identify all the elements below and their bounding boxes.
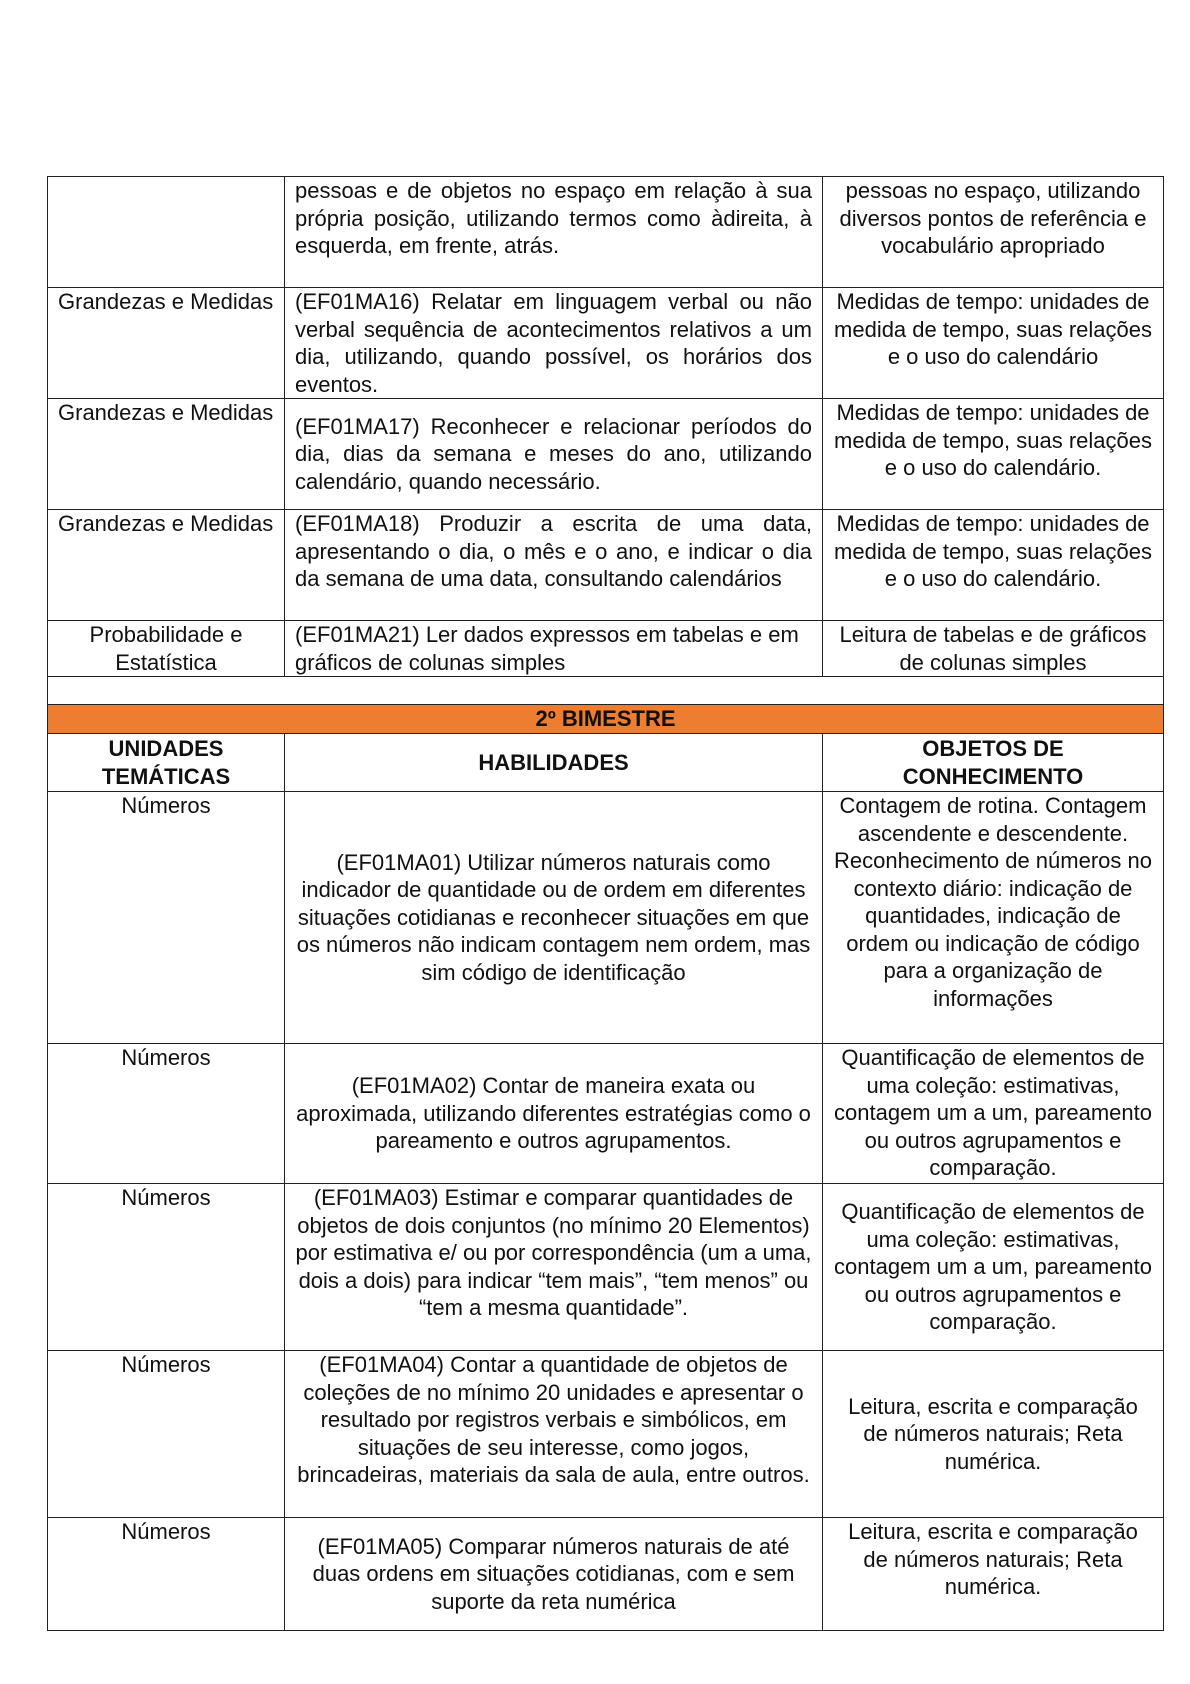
object-cell: Medidas de tempo: unidades de medida de tempo, suas relações e o uso do calendário. [823, 399, 1164, 510]
table-row [48, 621, 1164, 677]
skill-cell: (EF01MA05) Comparar números naturais de até duas ordens em situações cotidianas, com e sem suporte da reta numérica [285, 1518, 823, 1631]
table-row [48, 177, 1164, 288]
skill-cell: (EF01MA04) Contar a quantidade de objetos de coleções de no mínimo 20 unidades e apresentar o resultado por registros verbais e simbólicos, em situações de seu interesse, como jogos, brincadeiras, materiais da sala de aula, entre outros. [285, 1351, 823, 1518]
unit-cell: Grandezas e Medidas [48, 510, 285, 621]
unit-cell: Probabilidade e Estatística [48, 621, 285, 677]
skill-cell: (EF01MA02) Contar de maneira exata ou aproximada, utilizando diferentes estratégias como o pareamento e outros agrupamentos. [285, 1044, 823, 1184]
table-row [48, 399, 1164, 510]
table-row [48, 1351, 1164, 1518]
table-row [48, 288, 1164, 399]
object-cell: Quantificação de elementos de uma coleção: estimativas, contagem um a um, pareamento ou outros agrupamentos e comparação. [823, 1044, 1164, 1184]
table-row [48, 1518, 1164, 1631]
skill-cell: (EF01MA01) Utilizar números naturais como indicador de quantidade ou de ordem em diferentes situações cotidianas e reconhecer situações em que os números não indicam contagem nem ordem, mas sim código de identificação [285, 792, 823, 1044]
section-title: 2º BIMESTRE [48, 705, 1164, 734]
header-object: OBJETOS DE CONHECIMENTO [823, 734, 1164, 792]
skill-cell: (EF01MA17) Reconhecer e relacionar períodos do dia, dias da semana e meses do ano, utilizando calendário, quando necessário. [285, 399, 823, 510]
skill-cell: (EF01MA21) Ler dados expressos em tabelas e em gráficos de colunas simples [285, 621, 823, 677]
skill-cell: (EF01MA16) Relatar em linguagem verbal ou não verbal sequência de acontecimentos relativos a um dia, utilizando, quando possível, os horários dos eventos. [285, 288, 823, 399]
unit-cell [48, 177, 285, 288]
unit-cell: Números [48, 1044, 285, 1184]
skill-cell: (EF01MA03) Estimar e comparar quantidades de objetos de dois conjuntos (no mínimo 20 Elementos) por estimativa e/ ou por correspondência (um a uma, dois a dois) para indicar “tem mais”, “tem menos” ou “tem a mesma quantidade”. [285, 1184, 823, 1351]
unit-cell: Números [48, 792, 285, 1044]
object-cell: Leitura, escrita e comparação de números naturais; Reta numérica. [823, 1518, 1164, 1631]
table-row [48, 792, 1164, 1044]
curriculum-table [47, 176, 1164, 1631]
header-skill: HABILIDADES [285, 734, 823, 792]
header-unit: UNIDADES TEMÁTICAS [48, 734, 285, 792]
object-cell: Contagem de rotina. Contagem ascendente e descendente. Reconhecimento de números no contexto diário: indicação de quantidades, indicação de ordem ou indicação de código para a organização de informações [823, 792, 1164, 1044]
unit-cell: Números [48, 1518, 285, 1631]
table-row [48, 1184, 1164, 1351]
section-row [48, 705, 1164, 734]
unit-cell: Grandezas e Medidas [48, 399, 285, 510]
object-cell: Medidas de tempo: unidades de medida de tempo, suas relações e o uso do calendário. [823, 510, 1164, 621]
table-row [48, 1044, 1164, 1184]
table-row [48, 510, 1164, 621]
unit-cell: Grandezas e Medidas [48, 288, 285, 399]
unit-cell: Números [48, 1351, 285, 1518]
skill-cell: (EF01MA18) Produzir a escrita de uma data, apresentando o dia, o mês e o ano, e indicar o dia da semana de uma data, consultando calendários [285, 510, 823, 621]
skill-cell: pessoas e de objetos no espaço em relação à sua própria posição, utilizando termos como àdireita, à esquerda, em frente, atrás. [285, 177, 823, 288]
object-cell: Leitura, escrita e comparação de números naturais; Reta numérica. [823, 1351, 1164, 1518]
object-cell: Leitura de tabelas e de gráficos de colunas simples [823, 621, 1164, 677]
object-cell: Quantificação de elementos de uma coleção: estimativas, contagem um a um, pareamento ou outros agrupamentos e comparação. [823, 1184, 1164, 1351]
object-cell: pessoas no espaço, utilizando diversos pontos de referência e vocabulário apropriado [823, 177, 1164, 288]
unit-cell: Números [48, 1184, 285, 1351]
blank-row [48, 677, 1164, 705]
object-cell: Medidas de tempo: unidades de medida de tempo, suas relações e o uso do calendário [823, 288, 1164, 399]
blank-cell [48, 677, 1164, 705]
header-row [48, 734, 1164, 792]
